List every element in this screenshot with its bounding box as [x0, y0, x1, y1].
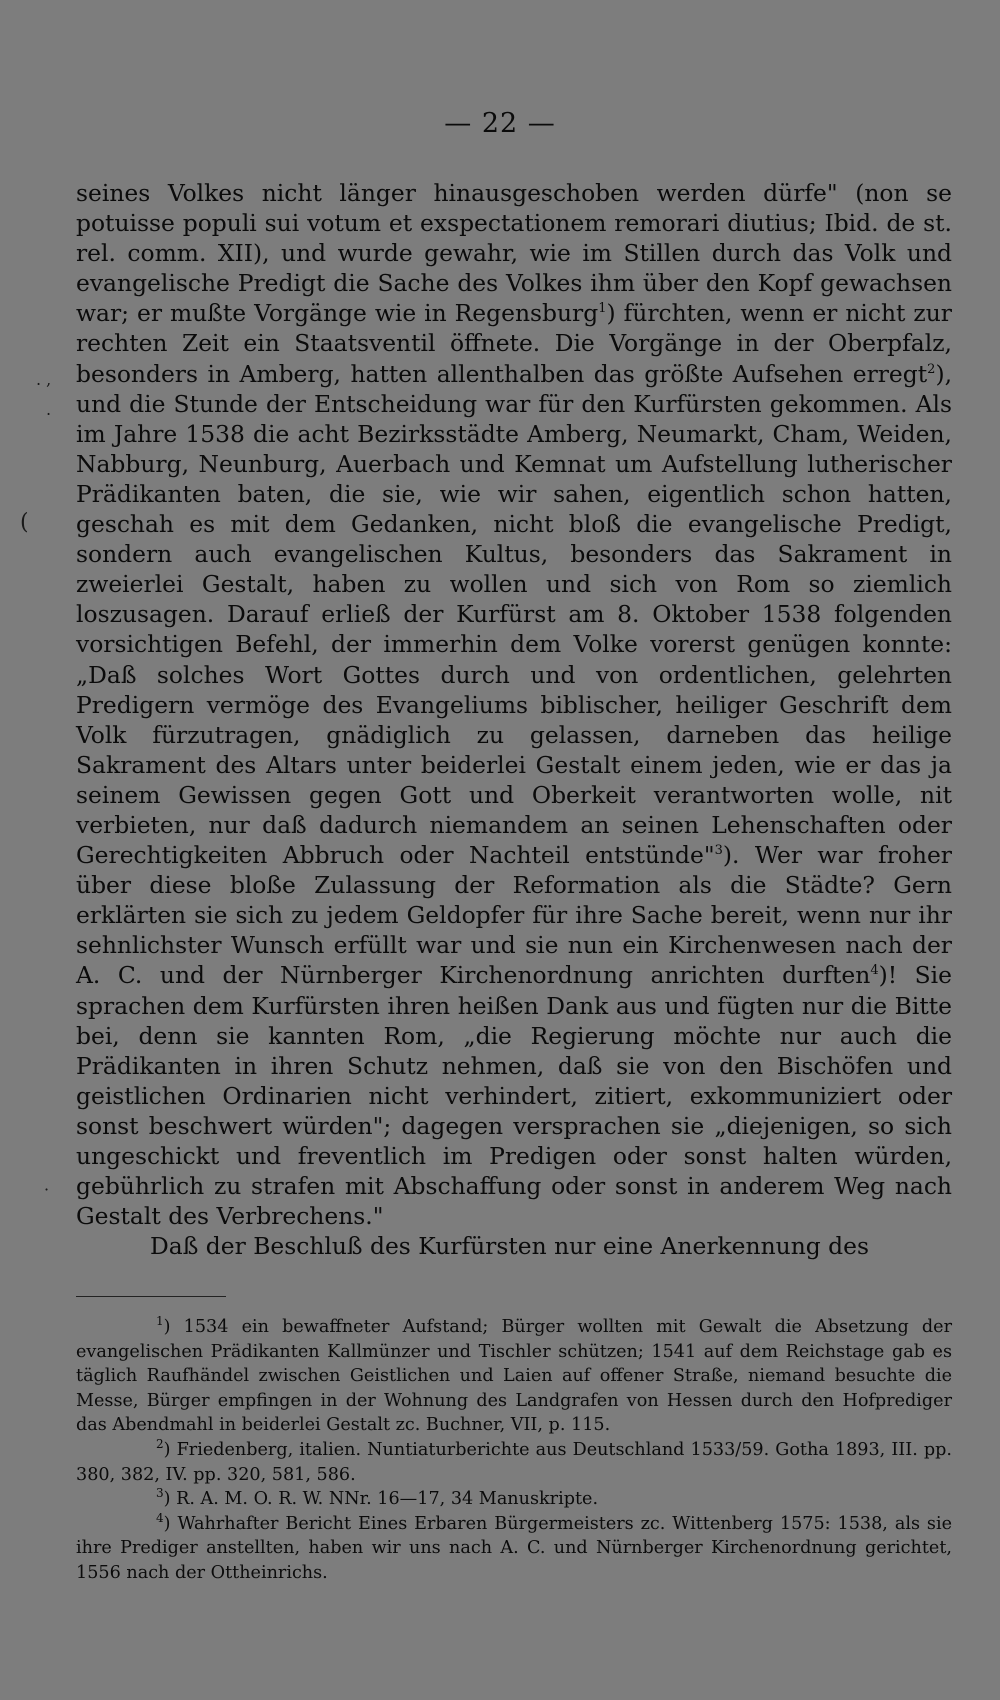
- footnote: $^2$) Friedenberg, italien. Nuntiaturberichte aus Deutschland 1533/59. Gotha 1893, III. pp. 380, 382, IV. pp. 320, 581, 586.: [76, 1437, 952, 1485]
- main-text: [76, 178, 952, 1261]
- footnote: $^3$) R. A. M. O. R. W. NNr. 16—17, 34 Manuskripte.: [156, 1486, 599, 1510]
- footnote: $^4$) Wahrhafter Bericht Eines Erbaren Bürgermeisters zc. Wittenberg 1575: 1538, als sie ihre Prediger anstellten, haben wir uns nach A. C. und Nürnberger Kirchenordnung gerichtet, 1556 nach der Ottheinrichs.: [76, 1510, 952, 1583]
- footnote-divider: [76, 1296, 226, 1297]
- margin-mark: ·: [44, 1180, 50, 1199]
- footnotes: [76, 1315, 952, 1586]
- page-number: — 22 —: [444, 108, 556, 139]
- footnote-mark: 2: [156, 1437, 164, 1452]
- paragraph: Daß der Beschluß des Kurfürsten nur eine Anerkennung des: [150, 1232, 869, 1261]
- footnote-ref[interactable]: 2: [927, 361, 936, 377]
- footnote-mark: 4: [156, 1510, 164, 1525]
- margin-mark: .: [46, 400, 52, 419]
- paragraph: seines Volkes nicht länger hinausgeschoben werden dürfe" (non se potuisse populi sui votum et exspectationem remorari diutius; Ibid. de st. rel. comm. XII), und wurde gewahr, wie im Stillen durch das Volk und evangelische Predigt die Sache des Volkes ihm über den Kopf gewachsen war; er mußte Vorgänge wie in Regensburg$^1$) fürchten, wenn er nicht zur rechten Zeit ein Staatsventil öffnete. Die Vorgänge in der Oberpfalz, besonders in Amberg, hatten allenthalben das größte Aufsehen erregt$^2$), und die Stunde der Entscheidung war für den Kurfürsten gekommen. Als im Jahre 1538 die acht Bezirksstädte Amberg, Neumarkt, Cham, Weiden, Nabburg, Neunburg, Auerbach und Kemnat um Aufstellung lutherischer Prädikanten baten, die sie, wie wir sahen, eigentlich schon hatten, geschah es mit dem Gedanken, nicht bloß die evangelische Predigt, sondern auch evangelischen Kultus, besonders das Sakrament in zweierlei Gestalt, haben zu wollen und sich von Rom so ziemlich loszusagen. Darauf erließ der Kurfürst am 8. Oktober 1538 folgenden vorsichtigen Befehl, der immerhin dem Volke vorerst genügen konnte: „Daß solches Wort Gottes durch und von ordentlichen, gelehrten Predigern vermöge des Evangeliums biblischer, heiliger Geschrift dem Volk fürzutragen, gnädiglich zu gelassen, darneben das heilige Sakrament des Altars unter beiderlei Gestalt einem jeden, wie er das ja seinem Gewissen gegen Gott und Oberkeit verantworten wolle, nit verbieten, nur daß dadurch niemandem an seinen Lehenschaften oder Gerechtigkeiten Abbruch oder Nachteil entstünde"$^3$). Wer war froher über diese bloße Zulassung der Reformation als die Städte? Gern erklärten sie sich zu jedem Geldopfer für ihre Sache bereit, wenn nur ihr sehnlichster Wunsch erfüllt war und sie nun ein Kirchenwesen nach der A. C. und der Nürnberger Kirchenordnung anrichten durften$^4$)! Sie sprachen dem Kurfürsten ihren heißen Dank aus und fügten nur die Bitte bei, denn sie kannten Rom, „die Regierung möchte nur auch die Prädikanten in ihren Schutz nehmen, daß sie von den Bischöfen und geistlichen Ordinarien nicht verhindert, zitiert, exkommuniziert oder sonst beschwert würden"; dagegen versprachen sie „diejenigen, so sich ungeschickt und freventlich im Predigen oder sonst halten würden, gebührlich zu strafen mit Abschaffung oder sonst in anderem Weg nach Gestalt des Verbrechens.": [76, 179, 952, 1231]
- footnote-ref[interactable]: 4: [870, 963, 879, 979]
- footnote-mark: 1: [156, 1314, 164, 1329]
- footnote-mark: 3: [156, 1486, 164, 1501]
- margin-mark: (: [20, 510, 29, 535]
- footnote-ref[interactable]: 3: [714, 843, 723, 859]
- margin-mark: . ,: [36, 370, 52, 389]
- footnote: $^1$) 1534 ein bewaffneter Aufstand; Bürger wollten mit Gewalt die Absetzung der evangelischen Prädikanten Kallmünzer und Tischler schützen; 1541 auf dem Reichstage gab es täglich Raufhändel zwischen Geistlichen und Laien auf offener Straße, niemand besuchte die Messe, Bürger empfingen in der Wohnung des Landgrafen von Hessen durch den Hofprediger das Abendmahl in beiderlei Gestalt zc. Buchner, VII, p. 115.: [76, 1314, 952, 1436]
- footnote-ref[interactable]: 1: [598, 301, 607, 317]
